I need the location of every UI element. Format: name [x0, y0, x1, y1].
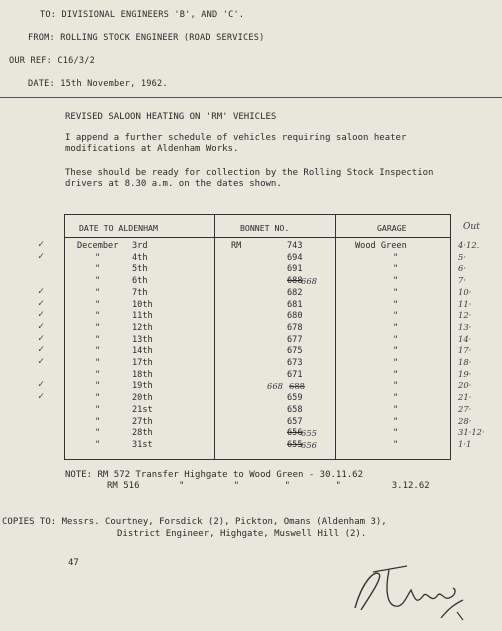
table-row — [65, 300, 450, 311]
ditto-mark: " — [393, 416, 399, 427]
copies-line-2: District Engineer, Highgate, Muswell Hill (2). — [117, 529, 367, 539]
ditto-mark: " — [393, 334, 399, 345]
note-line-1: RM 572 Transfer Highgate to Wood Green - 30.11.62 — [97, 470, 364, 480]
table-row — [65, 323, 450, 334]
tick-mark-icon: ✓ — [38, 344, 45, 356]
ditto-mark: " — [95, 264, 101, 275]
table-row — [65, 417, 450, 428]
out-header: Out — [463, 222, 480, 232]
bonnet-cell: 694 — [287, 252, 303, 263]
bonnet-correction-struck: 688 — [289, 381, 305, 392]
ref-line — [9, 56, 95, 66]
bonnet-correction: 668 — [267, 381, 283, 392]
day-cell: 6th — [132, 276, 148, 287]
ditto-mark: " — [95, 299, 101, 310]
table-row — [65, 335, 450, 346]
out-date: 17· — [458, 345, 472, 356]
bonnet-cell: 691 — [287, 264, 303, 275]
table-row — [65, 311, 450, 322]
header-divider-line — [65, 237, 450, 238]
ditto-mark: " — [393, 358, 399, 368]
ditto-mark: " — [95, 334, 101, 345]
day-cell: 31st — [132, 439, 153, 450]
ditto-mark: " — [95, 416, 101, 427]
out-date: 6· — [458, 263, 466, 274]
tick-mark-icon: ✓ — [38, 297, 45, 309]
ditto-mark: " — [95, 428, 101, 439]
ditto-mark: " — [393, 439, 399, 450]
out-date: 1·1 — [458, 438, 472, 449]
to-label: TO: — [40, 10, 57, 20]
day-cell: 12th — [132, 322, 153, 333]
garage-cell: Wood Green — [355, 241, 407, 251]
ditto-mark: " — [95, 439, 101, 450]
day-cell: 7th — [132, 287, 148, 298]
table-row — [65, 370, 450, 381]
ditto-mark: " — [393, 252, 399, 263]
schedule-table — [64, 214, 451, 460]
out-date: 5· — [458, 251, 466, 262]
paragraph-2 — [65, 168, 433, 190]
table-row — [65, 276, 450, 287]
rm-prefix: RM — [231, 241, 242, 251]
ditto-mark: " — [95, 358, 101, 368]
out-date: 7· — [458, 275, 466, 286]
bonnet-cell: 682 — [287, 287, 303, 298]
out-date: 12· — [458, 310, 472, 321]
paragraph-1-line-1: I append a further schedule of vehicles requiring saloon heater — [65, 133, 407, 143]
day-cell: 14th — [132, 346, 153, 357]
out-date: 28· — [458, 415, 472, 426]
out-date: 14· — [458, 333, 472, 344]
note-line-2-prefix: RM 516 — [107, 481, 140, 491]
day-cell: 28th — [132, 428, 153, 439]
tick-mark-icon: ✓ — [38, 250, 45, 262]
out-date: 21· — [458, 392, 472, 403]
header-garage: GARAGE — [377, 223, 407, 233]
ditto-mark: " — [95, 276, 101, 287]
table-row — [65, 381, 450, 392]
header-bonnet: BONNET NO. — [240, 223, 290, 233]
ditto-mark: " — [393, 311, 399, 322]
out-date: 11· — [458, 298, 472, 309]
note — [65, 470, 363, 481]
bonnet-cell: 681 — [287, 299, 303, 310]
from-value: ROLLING STOCK ENGINEER (ROAD SERVICES) — [60, 33, 265, 43]
ditto-mark: " — [95, 404, 101, 415]
day-cell: 21st — [132, 404, 153, 415]
subject: REVISED SALOON HEATING ON 'RM' VEHICLES — [65, 112, 277, 122]
out-date: 27· — [458, 403, 472, 414]
month-cell: December — [77, 241, 119, 251]
ditto-mark: " — [393, 299, 399, 310]
bonnet-cell: 680 — [287, 311, 303, 322]
table-row — [65, 428, 450, 439]
tick-mark-icon: ✓ — [38, 309, 45, 321]
to-value: DIVISIONAL ENGINEERS 'B', AND 'C'. — [61, 10, 245, 20]
day-cell: 3rd — [132, 241, 148, 251]
bonnet-cell: 657 — [287, 416, 303, 427]
header-divider — [0, 97, 502, 98]
ditto-mark: " — [393, 346, 399, 357]
day-cell: 20th — [132, 393, 153, 404]
header-date: DATE TO ALDENHAM — [79, 223, 158, 233]
bonnet-cell: 743 — [287, 241, 303, 251]
ditto-mark: " — [393, 393, 399, 404]
out-date: 19· — [458, 368, 472, 379]
table-row — [65, 346, 450, 357]
from-line — [28, 33, 264, 43]
from-label: FROM: — [28, 33, 55, 43]
out-date: 13· — [458, 321, 472, 332]
ditto-mark: " — [393, 428, 399, 439]
bonnet-cell: 671 — [287, 369, 303, 380]
ditto-mark: " — [393, 381, 399, 392]
paragraph-2-line-2: drivers at 8.30 a.m. on the dates shown. — [65, 179, 282, 189]
ditto-mark: " — [95, 322, 101, 333]
ditto-mark: " — [393, 404, 399, 415]
paragraph-2-line-1: These should be ready for collection by the Rolling Stock Inspection — [65, 168, 434, 178]
ditto-mark: " — [393, 369, 399, 380]
table-row — [65, 358, 450, 369]
ditto-mark: " — [393, 287, 399, 298]
day-cell: 10th — [132, 299, 153, 310]
day-cell: 19th — [132, 381, 153, 392]
tick-mark-icon: ✓ — [38, 320, 45, 332]
ditto-mark: " — [95, 369, 101, 380]
date-line — [28, 79, 168, 89]
bonnet-cell: 655 — [287, 439, 303, 450]
day-cell: 18th — [132, 369, 153, 380]
bonnet-cell: 675 — [287, 346, 303, 357]
table-row — [65, 264, 450, 275]
table-row — [65, 241, 450, 252]
table-row — [65, 288, 450, 299]
table-row — [65, 440, 450, 451]
day-cell: 11th — [132, 311, 153, 322]
to-line — [40, 10, 244, 20]
tick-mark-icon: ✓ — [38, 285, 45, 297]
paragraph-1-line-2: modifications at Aldenham Works. — [65, 144, 239, 154]
day-cell: 5th — [132, 264, 148, 275]
ditto-mark: " — [95, 381, 101, 392]
table-row — [65, 393, 450, 404]
tick-mark-icon: ✓ — [38, 239, 45, 250]
copies-line-1: COPIES TO: Messrs. Courtney, Forsdick (2), Pickton, Omans (Aldenham 3), — [2, 517, 387, 527]
date-label: DATE: — [28, 79, 55, 89]
bonnet-cell: 673 — [287, 358, 303, 368]
table-row — [65, 405, 450, 416]
out-date: 20· — [458, 380, 472, 391]
day-cell: 27th — [132, 416, 153, 427]
ditto-mark: " — [95, 346, 101, 357]
ditto-mark: " — [95, 252, 101, 263]
tick-mark-icon: ✓ — [38, 356, 45, 367]
paragraph-1 — [65, 133, 406, 155]
signature — [345, 560, 475, 624]
ditto-mark: " — [393, 264, 399, 275]
bonnet-correction: 656 — [301, 439, 317, 450]
day-cell: 17th — [132, 358, 153, 368]
tick-mark-icon: ✓ — [38, 332, 45, 344]
bonnet-cell: 659 — [287, 393, 303, 404]
bonnet-correction: 668 — [301, 276, 317, 287]
ref-value: C16/3/2 — [57, 56, 95, 66]
day-cell: 4th — [132, 252, 148, 263]
tick-mark-icon: ✓ — [38, 391, 45, 403]
out-date: 18· — [458, 357, 472, 367]
note-line-2-date: 3.12.62 — [391, 481, 430, 491]
table-row — [65, 253, 450, 264]
ditto-mark: " — [95, 287, 101, 298]
day-cell: 13th — [132, 334, 153, 345]
out-date: 31·12· — [458, 427, 485, 438]
bonnet-correction: 655 — [301, 428, 317, 439]
bonnet-cell: 656 — [287, 428, 303, 439]
bonnet-cell: 677 — [287, 334, 303, 345]
date-value: 15th November, 1962. — [60, 79, 168, 89]
note-label: NOTE: — [65, 470, 93, 480]
page-number: 47 — [68, 558, 79, 568]
out-date: 4·12. — [458, 240, 480, 250]
bonnet-cell: 658 — [287, 404, 303, 415]
tick-mark-icon: ✓ — [38, 379, 45, 391]
bonnet-cell: 688 — [287, 276, 303, 287]
note-line-2: RM 516 " " " " 3.12.62 — [107, 481, 430, 491]
ditto-mark: " — [393, 322, 399, 333]
bonnet-cell: 678 — [287, 322, 303, 333]
ditto-mark: " — [95, 393, 101, 404]
ditto-mark: " — [95, 311, 101, 322]
ref-label: OUR REF: — [9, 56, 52, 66]
ditto-mark: " — [393, 276, 399, 287]
out-date: 10· — [458, 286, 472, 297]
